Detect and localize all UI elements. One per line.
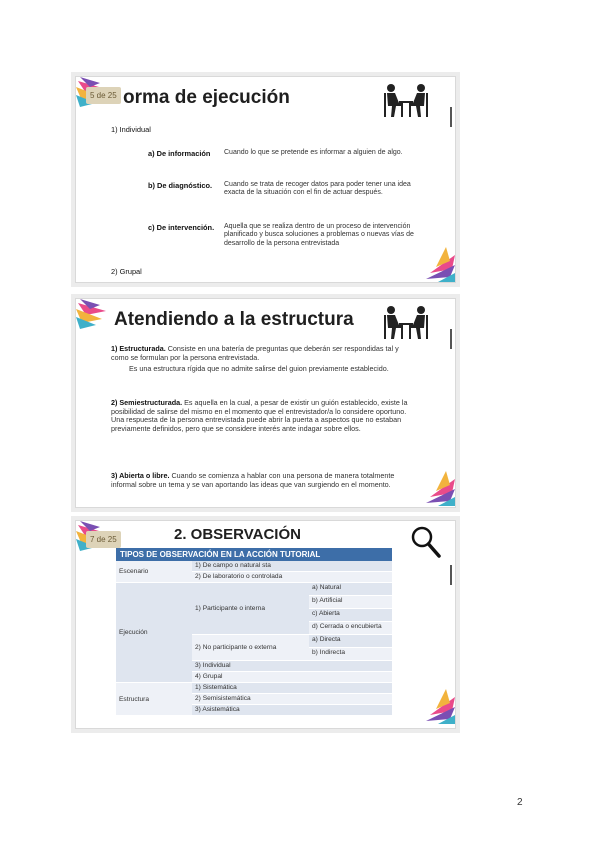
item-individual: 1) Individual (111, 125, 151, 134)
slide-counter-badge: 7 de 25 (86, 531, 121, 548)
paragraph-abierta (111, 472, 411, 489)
table-cell: b) Artificial (309, 596, 392, 609)
interview-icon (382, 305, 430, 341)
table-cell: 4) Grupal (192, 672, 392, 683)
slide-title: orma de ejecución (123, 87, 290, 108)
table-cell: a) Natural (309, 583, 392, 596)
color-splash-decoration-bottom (416, 247, 455, 282)
table-header: TIPOS DE OBSERVACIÓN EN LA ACCIÓN TUTORIAL (116, 548, 392, 561)
table-cell: 2) De laboratorio o controlada (192, 572, 392, 583)
item-grupal: 2) Grupal (111, 267, 142, 276)
slide-observacion (75, 520, 456, 729)
paragraph-semiestructurada (111, 399, 411, 433)
text-semiestructurada: Es aquella en la cual, a pesar de existir un guión establecido, existe la posibilidad de salirse del mismo en el momento que el entrevistador/a lo considere oportuno. Una respuesta de la persona entrevistada puede abrir la puerta a aspectos que no estaban previamente definidos, pero que se considere interés ante indagar sobre ellos. (111, 398, 408, 433)
magnifier-icon (410, 525, 442, 559)
label-intervencion: c) De intervención. (148, 223, 215, 232)
slide-atendiendo-estructura (75, 298, 456, 508)
text-informacion: Cuando lo que se pretende es informar a alguien de algo. (224, 149, 403, 156)
scroll-indicator[interactable] (450, 565, 452, 585)
interview-icon (382, 83, 430, 119)
label-estructurada: 1) Estructurada. (111, 344, 166, 353)
table-cell: c) Abierta (309, 609, 392, 622)
text-estructurada: Consiste en una batería de preguntas que deberán ser respondidas tal y como se formulan por la persona entrevistada. (111, 344, 399, 362)
table-cell: 3) Asistemática (192, 705, 392, 716)
table-cell: 1) De campo o natural sta (192, 561, 392, 572)
table-cell-ejecucion: Ejecución (116, 583, 192, 683)
text-abierta: Cuando se comienza a hablar con una persona de manera totalmente informal sobre un tema y se van aportando las ideas que van surgiendo en el momento. (111, 471, 395, 489)
color-splash-decoration-bottom (416, 471, 455, 506)
label-informacion: a) De información (148, 149, 211, 158)
table-cell: b) Indirecta (309, 648, 392, 661)
slide-counter-badge: 5 de 25 (86, 87, 121, 104)
table-cell-escenario: Escenario (116, 561, 192, 583)
table-cell: a) Directa (309, 635, 392, 648)
table-cell: 2) No participante o externa (192, 635, 309, 661)
slide-forma-ejecucion (75, 76, 456, 283)
table-cell: 3) Individual (192, 661, 392, 672)
scroll-indicator[interactable] (450, 107, 452, 127)
slide-title: 2. OBSERVACIÓN (174, 526, 301, 543)
text-intervencion: Aquella que se realiza dentro de un proceso de intervención planificado y busca soluciones a problemas o nuevas vías de desarrollo de la persona entrevistada (224, 223, 414, 247)
paragraph-estructurada (111, 345, 416, 362)
table-cell: 1) Sistemática (192, 683, 392, 694)
scroll-indicator[interactable] (450, 329, 452, 349)
color-splash-decoration (76, 299, 116, 335)
table-cell: d) Cerrada o encubierta (309, 622, 392, 635)
slide-title: Atendiendo a la estructura (114, 309, 354, 330)
table-cell: 2) Semisistemática (192, 694, 392, 705)
label-abierta: 3) Abierta o libre. (111, 471, 170, 480)
label-diagnostico: b) De diagnóstico. (148, 181, 213, 190)
text-diagnostico: Cuando se trata de recoger datos para poder tener una idea exacta de la situación con el fin de actuar después. (224, 181, 411, 197)
label-semiestructurada: 2) Semiestructurada. (111, 398, 183, 407)
page-number: 2 (517, 797, 523, 808)
table-cell: 1) Participante o interna (192, 583, 309, 635)
color-splash-decoration-bottom (416, 689, 455, 724)
table-cell-estructura: Estructura (116, 683, 192, 716)
paragraph-estructurada-2: Es una estructura rígida que no admite salirse del guion previamente establecido. (129, 364, 389, 373)
